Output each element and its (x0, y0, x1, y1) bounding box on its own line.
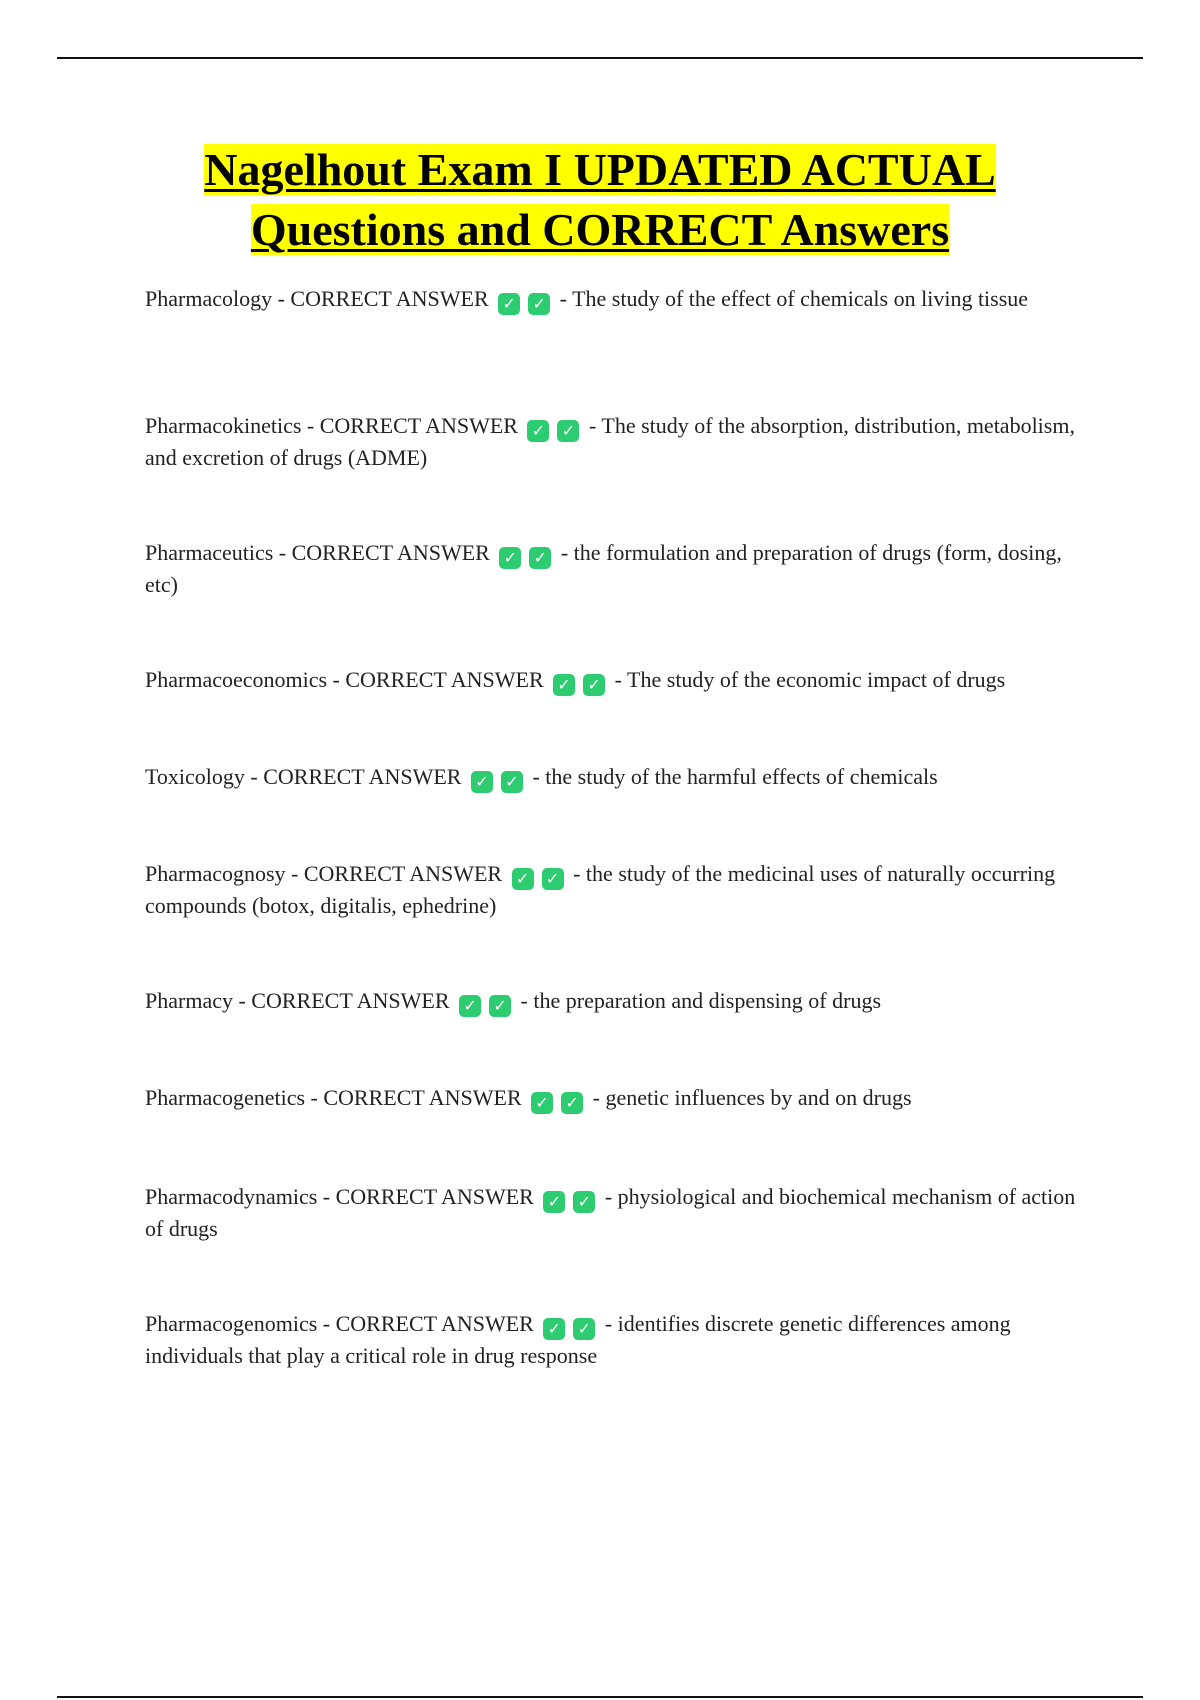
entry-definition: - the study of the harmful effects of chemicals (526, 764, 938, 789)
entry-term: Pharmaceutics - (145, 540, 292, 565)
answer-tag: CORRECT ANSWER (263, 764, 462, 789)
answer-tag: CORRECT ANSWER (251, 988, 450, 1013)
check-mark-icon: ✓ (543, 1191, 565, 1213)
answer-tag: CORRECT ANSWER (335, 1184, 534, 1209)
answer-tag: CORRECT ANSWER (303, 861, 503, 886)
answer-tag: CORRECT ANSWER (335, 1311, 534, 1336)
answer-tag: CORRECT ANSWER (345, 667, 544, 692)
check-mark-icon: ✓ (553, 674, 575, 696)
check-mark-icon: ✓ (489, 995, 511, 1017)
check-mark-icon: ✓ (471, 771, 493, 793)
entry-pharmacodynamics (145, 1181, 1095, 1245)
entry-definition: - genetic influences by and on drugs (587, 1085, 912, 1110)
check-mark-icon: ✓ (573, 1318, 595, 1340)
check-mark-icon: ✓ (543, 1318, 565, 1340)
answer-tag: CORRECT ANSWER (291, 540, 490, 565)
title-line-1: Nagelhout Exam I UPDATED ACTUAL (204, 144, 996, 195)
answer-tag: CORRECT ANSWER (323, 1085, 522, 1110)
footer-rule (57, 1696, 1143, 1698)
entry-pharmacology (145, 283, 1095, 315)
check-mark-icon: ✓ (459, 995, 481, 1017)
entry-term: Pharmacodynamics - (145, 1184, 336, 1209)
entry-toxicology (145, 761, 1095, 793)
title-line-2: Questions and CORRECT Answers (250, 204, 950, 255)
document-title (100, 140, 1100, 260)
check-mark-icon: ✓ (531, 1092, 553, 1114)
check-mark-icon: ✓ (573, 1191, 595, 1213)
entry-term: Pharmacoeconomics - (145, 667, 346, 692)
entry-definition: - physiological and biochemical mechanism of action of drugs (145, 1184, 1076, 1241)
entry-pharmacognosy (145, 858, 1095, 922)
check-mark-icon: ✓ (499, 547, 521, 569)
entry-term: Pharmacokinetics - (145, 413, 320, 438)
check-mark-icon: ✓ (512, 868, 534, 890)
check-mark-icon: ✓ (561, 1092, 583, 1114)
check-mark-icon: ✓ (542, 868, 564, 890)
entry-definition: - identifies discrete genetic differences among individuals that play a critical role in drug response (145, 1311, 1011, 1368)
entry-definition: - The study of the effect of chemicals on living tissue (554, 286, 1029, 311)
check-mark-icon: ✓ (529, 547, 551, 569)
header-rule (57, 57, 1143, 59)
entry-definition: - The study of the economic impact of drugs (609, 667, 1006, 692)
check-mark-icon: ✓ (557, 420, 579, 442)
check-mark-icon: ✓ (527, 420, 549, 442)
entry-term: Pharmacy - (145, 988, 252, 1013)
check-mark-icon: ✓ (528, 293, 550, 315)
check-mark-icon: ✓ (501, 771, 523, 793)
entry-definition: - the preparation and dispensing of drugs (515, 988, 882, 1013)
entry-pharmacogenomics (145, 1308, 1095, 1372)
entry-term: Pharmacology - (145, 286, 291, 311)
entry-definition: - the study of the medicinal uses of naturally occurring compounds (botox, digitalis, ephedrine) (145, 861, 1056, 918)
check-mark-icon: ✓ (498, 293, 520, 315)
entry-term: Pharmacogenetics - (145, 1085, 324, 1110)
check-mark-icon: ✓ (583, 674, 605, 696)
entry-pharmacogenetics (145, 1082, 1095, 1114)
entry-pharmacy (145, 985, 1095, 1017)
entry-definition: - the formulation and preparation of drugs (form, dosing, etc) (145, 540, 1062, 597)
entry-term: Pharmacognosy - (145, 861, 304, 886)
entry-term: Pharmacogenomics - (145, 1311, 336, 1336)
answer-tag: CORRECT ANSWER (319, 413, 518, 438)
entry-pharmacoeconomics (145, 664, 1095, 696)
entry-term: Toxicology - (145, 764, 264, 789)
entry-pharmaceutics (145, 537, 1095, 601)
answer-tag: CORRECT ANSWER (290, 286, 489, 311)
entry-definition: - The study of the absorption, distribution, metabolism, and excretion of drugs (ADME) (145, 413, 1075, 470)
entry-pharmacokinetics (145, 410, 1095, 474)
